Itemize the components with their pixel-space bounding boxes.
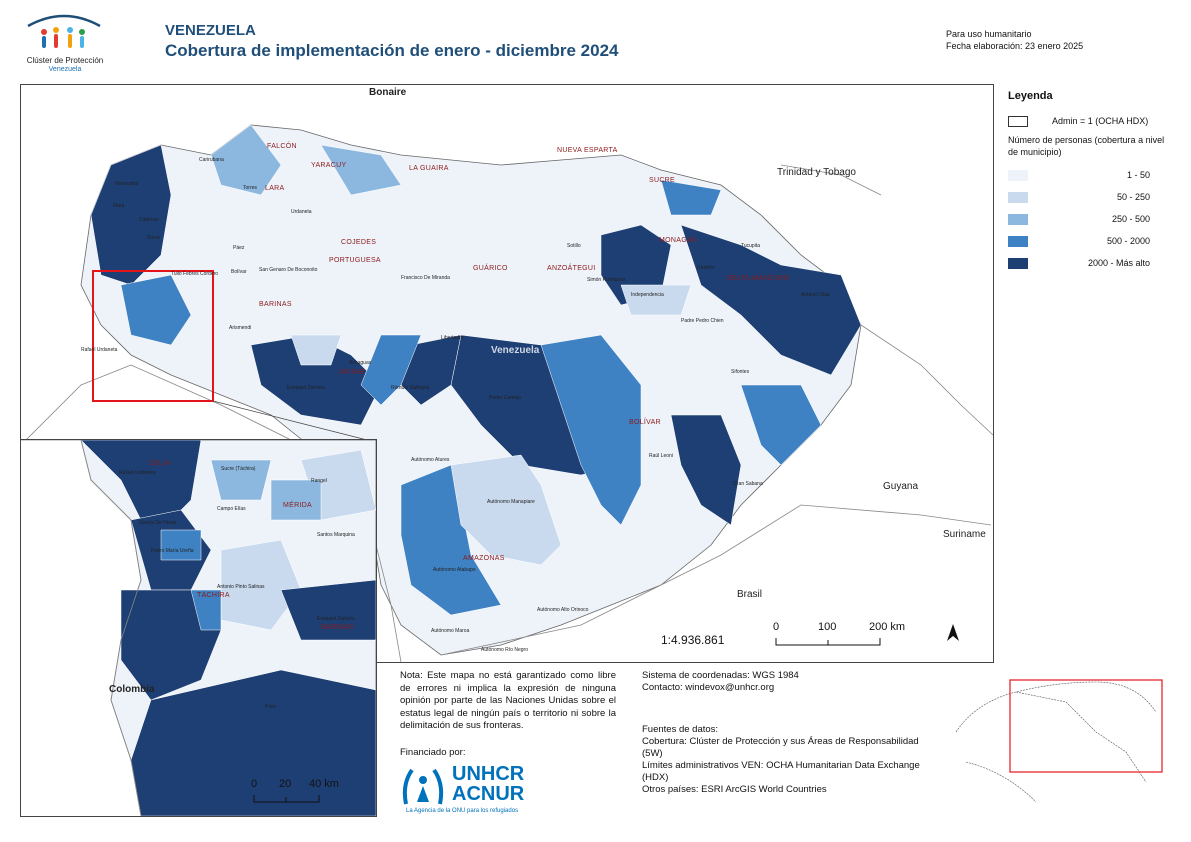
mun-carirubana: Carirubana <box>199 157 224 163</box>
state-yaracuy: YARACUY <box>311 162 347 169</box>
state-anzoategui: ANZOÁTEGUI <box>547 265 596 272</box>
inset-mun-rangel: Rangel <box>311 478 327 484</box>
title-country: VENEZUELA <box>165 22 256 39</box>
unhcr-emblem-icon <box>400 764 446 808</box>
legend-class-row <box>1008 230 1178 252</box>
state-barinas: BARINAS <box>259 301 292 308</box>
label-bonaire: Bonaire <box>369 87 407 98</box>
mun-cedeno: Cedeño <box>697 265 715 271</box>
disclaimer-note: Nota: Este mapa no está garantizado como libre de errores ni implica la expresión de ninguna opinión por parte de las Naciones Unidas sobre el estatus legal de ningún país o territorio ni sobre la delimitación de sus fronteras. <box>400 670 616 731</box>
legend-class-label: 250 - 500 <box>1111 214 1150 224</box>
mun-sifontes: Sifontes <box>731 369 750 375</box>
state-lara: LARA <box>265 185 285 192</box>
state-monagas: MONAGAS <box>659 237 697 244</box>
mun-rafael-urdaneta: Rafael Urdaneta <box>81 347 118 353</box>
unhcr-text: UNHCR <box>452 763 525 785</box>
mun-romulo-gallegos: Rómulo Gallegos <box>391 385 430 391</box>
mun-maroa: Autónomo Maroa <box>431 628 470 634</box>
funded-by: Financiado por: <box>400 747 466 758</box>
inset-mun-sucre: Sucre (Táchira) <box>221 466 256 472</box>
mun-bolivar: Bolívar <box>231 269 247 275</box>
label-brasil: Brasil <box>737 589 763 600</box>
mun-atures: Autónomo Atures <box>411 457 450 463</box>
inset-state-zulia: ZULIA <box>149 460 171 467</box>
label-trinidad: Trinidad y Tobago <box>777 167 856 178</box>
state-delta-amacuro: DELTA AMACURO <box>727 275 790 282</box>
label-venezuela: Venezuela <box>491 345 540 356</box>
overview-map-svg <box>946 672 1174 812</box>
mun-achaguas: Achaguas <box>349 360 372 366</box>
mun-cabimas: Cabimas <box>139 217 159 223</box>
state-la-guaira: LA GUAIRA <box>409 165 449 172</box>
inset-label-colombia: Colombia <box>109 684 155 695</box>
inset-mun-paez: Páez <box>265 704 277 710</box>
inset-mun-santos-marquina: Santos Marquina <box>317 532 355 538</box>
legend-swatch-4 <box>1008 236 1028 247</box>
inset-mun-antonio-pinto: Antonio Pinto Salinas <box>217 584 265 590</box>
crs-text: Sistema de coordenadas: WGS 1984 <box>642 670 799 681</box>
usage-text: Para uso humanitario <box>946 29 1032 39</box>
people-icon <box>24 12 104 56</box>
state-cojedes: COJEDES <box>341 239 377 246</box>
legend-class-row <box>1008 164 1178 186</box>
inset-scale-label-0: 0 <box>251 778 258 790</box>
mun-urdaneta: Urdaneta <box>291 209 312 215</box>
legend-swatch-5 <box>1008 258 1028 269</box>
label-suriname: Suriname <box>943 529 986 540</box>
mun-simon-rodriguez: Simón Rodríguez <box>587 277 626 283</box>
legend-swatch-3 <box>1008 214 1028 225</box>
mun-tucupita: Tucupita <box>741 243 760 249</box>
inset-scale-label-40: 40 km <box>309 778 339 790</box>
label-guyana: Guyana <box>883 481 919 492</box>
legend-class-label: 50 - 250 <box>1116 192 1150 202</box>
header-meta <box>946 28 1083 52</box>
source-cobertura: Cobertura: Clúster de Protección y sus Áreas de Responsabilidad (5W) <box>642 736 919 759</box>
inset-map <box>20 439 377 817</box>
contact-text: Contacto: windevox@unhcr.org <box>642 682 775 693</box>
legend-class-row <box>1008 208 1178 230</box>
legend-class-label: 2000 - Más alto <box>1087 258 1150 268</box>
legend <box>1008 90 1178 274</box>
mun-rio-negro: Autónomo Río Negro <box>481 647 528 653</box>
inset-state-merida: MÉRIDA <box>283 502 313 509</box>
inset-mun-garcia-de-hevia: García De Hevia <box>139 520 176 526</box>
inset-mun-ezequiel-zamora: Ezequiel Zamora <box>317 616 355 622</box>
inset-state-barinas: BARINAS <box>321 624 354 631</box>
source-admin: Límites administrativos VEN: OCHA Humanitarian Data Exchange (HDX) <box>642 760 920 783</box>
mun-pedro-camejo: Pedro Camejo <box>489 395 521 401</box>
map-info <box>642 670 942 796</box>
inset-mun-pedro-maria-urena: Pedro María Ureña <box>151 548 194 554</box>
inset-scale-bar-graphic <box>253 794 323 804</box>
state-portuguesa: PORTUGUESA <box>329 257 381 264</box>
overview-map <box>946 672 1174 812</box>
acnur-text: ACNUR <box>452 783 525 805</box>
legend-subtitle: Número de personas (cobertura a nivel de municipio) <box>1008 135 1165 157</box>
mun-atabapo: Autónomo Atabapo <box>433 567 476 573</box>
mun-paez: Páez <box>233 245 245 251</box>
mun-arismendi: Arismendi <box>229 325 252 331</box>
unhcr-logo <box>400 764 546 818</box>
mun-gran-sabana: Gran Sabana <box>733 481 763 487</box>
inset-state-tachira: TÁCHIRA <box>197 592 230 599</box>
mun-ezequiel-zamora: Ezequiel Zamora <box>287 385 325 391</box>
mun-sotillo: Sotillo <box>567 243 581 249</box>
legend-class-label: 1 - 50 <box>1126 170 1150 180</box>
mun-libertador: Libertador <box>441 335 464 341</box>
scale-label-100: 100 <box>818 621 837 633</box>
cluster-logo <box>24 12 104 56</box>
inset-scale-label-20: 20 <box>279 778 292 790</box>
logo-name: Clúster de Protección <box>26 56 104 65</box>
mun-mara: Mara <box>113 203 125 209</box>
source-others: Otros países: ESRI ArcGIS World Countries <box>642 784 827 795</box>
legend-admin-label: Admin = 1 (OCHA HDX) <box>1052 116 1149 126</box>
mun-alto-orinoco: Autónomo Alto Orinoco <box>537 607 589 613</box>
mun-san-genaro: San Genaro De Boconoito <box>259 267 318 273</box>
scale-label-200: 200 km <box>869 621 906 633</box>
state-sucre: SUCRE <box>649 177 676 184</box>
mun-independencia: Independencia <box>631 292 664 298</box>
unhcr-tagline: La Agencia de la ONU para los refugiados <box>406 808 519 814</box>
legend-title: Leyenda <box>1008 90 1053 102</box>
state-falcon: FALCÓN <box>267 143 297 150</box>
legend-admin-swatch <box>1008 116 1028 127</box>
state-guarico: GUÁRICO <box>473 265 508 272</box>
date-text: Fecha elaboración: 23 enero 2025 <box>946 41 1084 51</box>
mun-maracaibo: Maracaibo <box>115 181 139 187</box>
scale-bar-graphic <box>775 637 885 647</box>
mun-manapiare: Autónomo Manapiare <box>487 499 535 505</box>
state-nueva-esparta: NUEVA ESPARTA <box>557 147 618 154</box>
sources-title: Fuentes de datos: <box>642 724 719 735</box>
state-apure: APURE <box>339 369 365 376</box>
inset-scale-bar <box>251 778 351 808</box>
inset-mun-campo-elias: Campo Elías <box>217 506 246 512</box>
logo-country: Venezuela <box>48 66 82 73</box>
legend-class-label: 500 - 2000 <box>1106 236 1150 246</box>
legend-admin-row <box>1008 110 1178 132</box>
mun-raul-leoni: Raúl Leoni <box>649 453 673 459</box>
legend-swatch-1 <box>1008 170 1028 181</box>
legend-class-row <box>1008 252 1178 274</box>
inset-mun-rafael-urdaneta: Rafael Urdaneta <box>119 470 156 476</box>
mun-francisco-de-miranda: Francisco De Miranda <box>401 275 450 281</box>
legend-swatch-2 <box>1008 192 1028 203</box>
north-arrow-icon <box>945 623 961 643</box>
state-bolivar: BOLÍVAR <box>629 419 661 426</box>
mun-torres: Torres <box>243 185 257 191</box>
mun-padre-pedro-chien: Padre Pedro Chien <box>681 318 724 324</box>
state-amazonas: AMAZONAS <box>463 555 505 562</box>
scale-label-0: 0 <box>773 621 780 633</box>
mun-sucre: Sucre <box>147 235 161 241</box>
mun-antonio-diaz: Antonio Díaz <box>801 292 830 298</box>
legend-class-row <box>1008 186 1178 208</box>
scale-ratio: 1:4.936.861 <box>661 633 725 647</box>
page-title: Cobertura de implementación de enero - diciembre 2024 <box>165 41 619 60</box>
mun-tulio-febres: Tulio Febres Cordero <box>171 271 219 277</box>
scale-bar <box>771 623 911 649</box>
